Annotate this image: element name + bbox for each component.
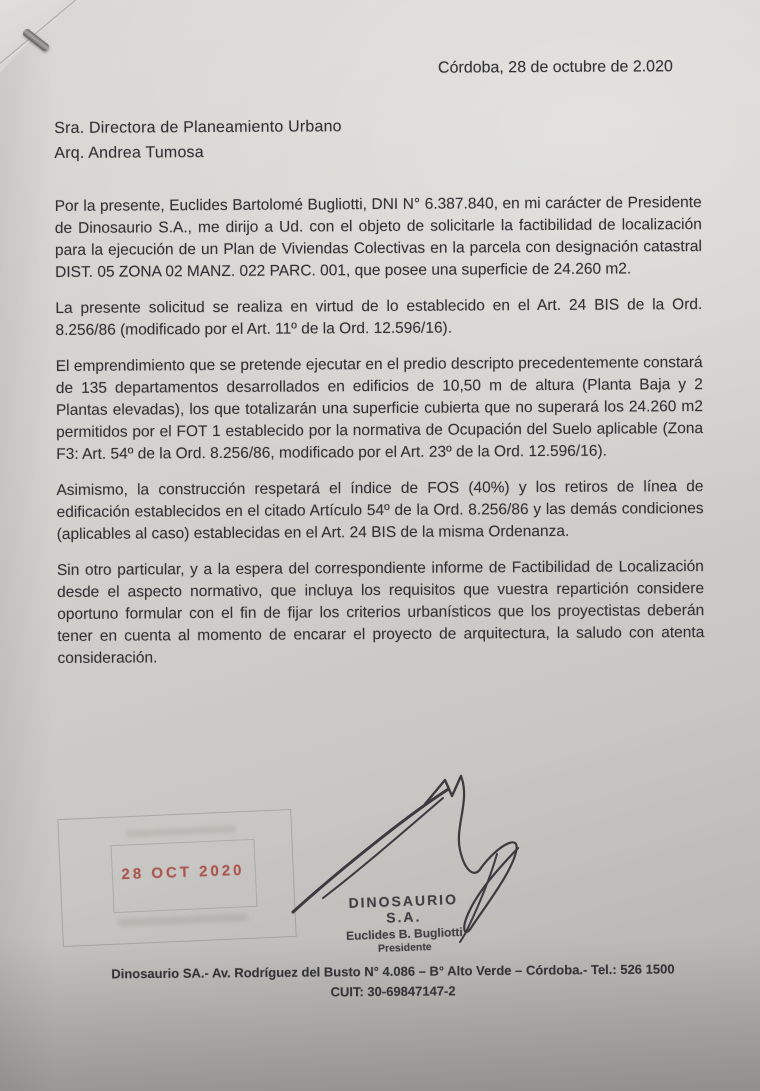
received-stamp-date: 28 OCT 2020 [121,861,245,884]
letter-paragraph-5: Sin otro particular, y a la espera del correspondiente informe de Factibilidad de Localización desde el aspecto normativo, que incluya los requisitos que vuestra repartición considere oportuno formular con el fin de fijar los criterios urbanísticos que los proyectistas deberán tener en cuenta al momento de encarar el proyecto de arquitectura, la saludo con atenta consideración. [56,558,705,667]
recipient-line-1: Sra. Directora de Planeamiento Urbano [54,118,342,137]
letter-paragraph-4: Asimismo, la construcción respetará el índice de FOS (40%) y los retiros de línea de edificación establecidos en el citado Artículo 54º de la Ord. 8.256/86 y las demás condiciones (aplicables al caso) establecidas en el Art. 24 BIS de la misma Ordenanza. [56,478,704,543]
signature-stroke [323,798,443,898]
signer-name: Euclides B. Bugliotti [345,924,463,944]
footer-cuit: CUIT: 30-69847147-2 [330,983,456,1000]
letter-paragraph-2: La presente solicitud se realiza en virtud de lo establecido en el Art. 24 BIS de la Ord. 8.256/86 (modificado por el Art. 11º de la Ord. 12.596/16). [55,296,703,339]
letter-date: Córdoba, 28 de octubre de 2.020 [437,58,673,77]
signer-stamp-block [329,890,479,956]
company-stamp-name: DINOSAURIO S.A. [348,891,459,926]
signature-stroke [459,776,481,873]
letter-paragraph-1: Por la presente, Euclides Bartolomé Bugliotti, DNI N° 6.387.840, en mi carácter de Presidente de Dinosaurio S.A., me dirijo a Ud. con el objeto de solicitarle la factibilidad de localización para la ejecución de un Plan de Viviendas Colectivas en la parcela con designación catastral DIST. 05 ZONA 02 MANZ. 022 PARC. 001, que posee una superficie de 24.260 m2. [54,194,702,281]
letterhead-footer [0,959,760,1006]
recipient-line-2: Arq. Andrea Tumosa [54,144,204,162]
signer-title: Presidente [377,941,432,955]
footer-address: Dinosaurio SA.- Av. Rodríguez del Busto N° 4.086 – B° Alto Verde – Córdoba.- Tel.: 526 1500 [111,961,675,982]
letter-paragraph-3: El emprendimiento que se pretende ejecutar en el predio descripto precedentemente constará de 135 departamentos desarrollados en edificios de 10,50 m de altura (Planta Baja y 2 Plantas elevadas), los que totalizarán una superficie cubierta que no superará los 24.260 m2 permitidos por el FOT 1 establecido por la normativa de Ocupación del Suelo aplicable (Zona F3: Art. 54º de la Ord. 8.256/86, modificado por el Art. 23º de la Ord. 12.596/16). [55,354,704,463]
recipient-block [54,112,758,166]
letter-body [55,192,705,670]
